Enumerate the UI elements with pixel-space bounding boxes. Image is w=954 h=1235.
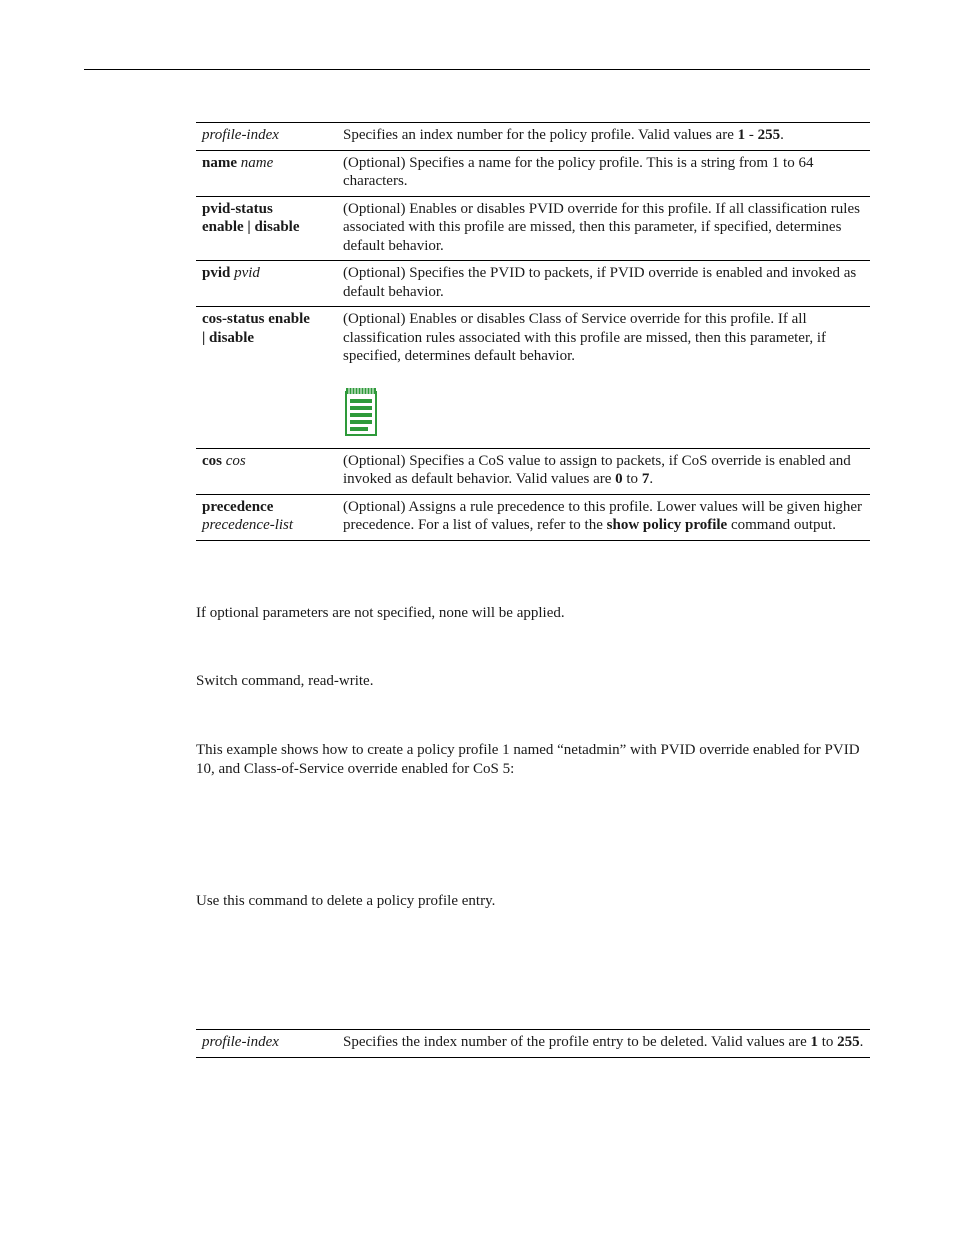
param-variable: profile-index: [202, 1034, 279, 1050]
param-cell: [196, 448, 336, 494]
table-row: [196, 196, 870, 261]
mode-text: Switch command, read-write.: [196, 673, 374, 689]
description-cell: (Optional) Enables or disables PVID override for this profile. If all classification rules associated with this profile are missed, then this parameter, if specified, determines default behavior.: [336, 196, 870, 261]
parameter-table: [196, 122, 870, 541]
param-keyword: cos-status enable: [202, 311, 310, 327]
param-cell: [196, 1030, 336, 1058]
description-cell: (Optional) Specifies the PVID to packets, if PVID override is enabled and invoked as default behavior.: [336, 261, 870, 307]
description-cell: (Optional) Assigns a rule precedence to this profile. Lower values will be given higher precedence. For a list of values, refer to the show policy profile command output.: [336, 494, 870, 540]
description-cell: Specifies the index number of the profile entry to be deleted. Valid values are 1 to 255.: [336, 1030, 870, 1058]
param-keyword: cos: [202, 452, 222, 469]
param-keyword: | disable: [202, 329, 255, 346]
description-cell: (Optional) Enables or disables Class of Service override for this profile. If all classification rules associated with this profile are missed, then this parameter, if specified, determines default behavior.: [336, 307, 870, 449]
table-row: [196, 261, 870, 307]
table-row: [196, 448, 870, 494]
param-cell: [196, 123, 336, 151]
param-keyword: name: [202, 154, 237, 171]
param-variable: cos: [225, 452, 246, 469]
param-cell: [196, 196, 336, 261]
table-row: [196, 150, 870, 196]
defaults-text: If optional parameters are not specified, none will be applied.: [196, 605, 565, 621]
header-rule: [84, 69, 870, 70]
param-cell: [196, 494, 336, 540]
param-variable: precedence-list: [202, 517, 294, 533]
command-description: Use this command to delete a policy profile entry.: [196, 893, 496, 909]
description-cell: Specifies an index number for the policy profile. Valid values are 1 - 255.: [336, 123, 870, 151]
param-cell: [196, 150, 336, 196]
param-cell: [196, 307, 336, 449]
example-text: This example shows how to create a policy profile 1 named “netadmin” with PVID override enabled for PVID 10, and Class-of-Service override enabled for CoS 5:: [196, 742, 860, 777]
param-keyword: pvid: [202, 265, 231, 281]
description-cell: (Optional) Specifies a CoS value to assign to packets, if CoS override is enabled and invoked as default behavior. Valid values are 0 to 7.: [336, 448, 870, 494]
param-keyword: pvid-status: [202, 200, 273, 217]
parameter-table: [196, 1029, 870, 1058]
table-row: [196, 494, 870, 540]
param-keyword: precedence: [202, 498, 274, 515]
param-variable: name: [240, 154, 274, 171]
param-variable: profile-index: [202, 127, 279, 143]
description-cell: (Optional) Specifies a name for the policy profile. This is a string from 1 to 64 characters.: [336, 150, 870, 196]
param-variable: pvid: [234, 265, 260, 281]
table-row: [196, 1030, 870, 1058]
param-cell: [196, 261, 336, 307]
param-keyword: enable | disable: [202, 219, 300, 235]
table-row: [196, 123, 870, 151]
note-icon: [343, 386, 379, 438]
table-row: [196, 307, 870, 449]
